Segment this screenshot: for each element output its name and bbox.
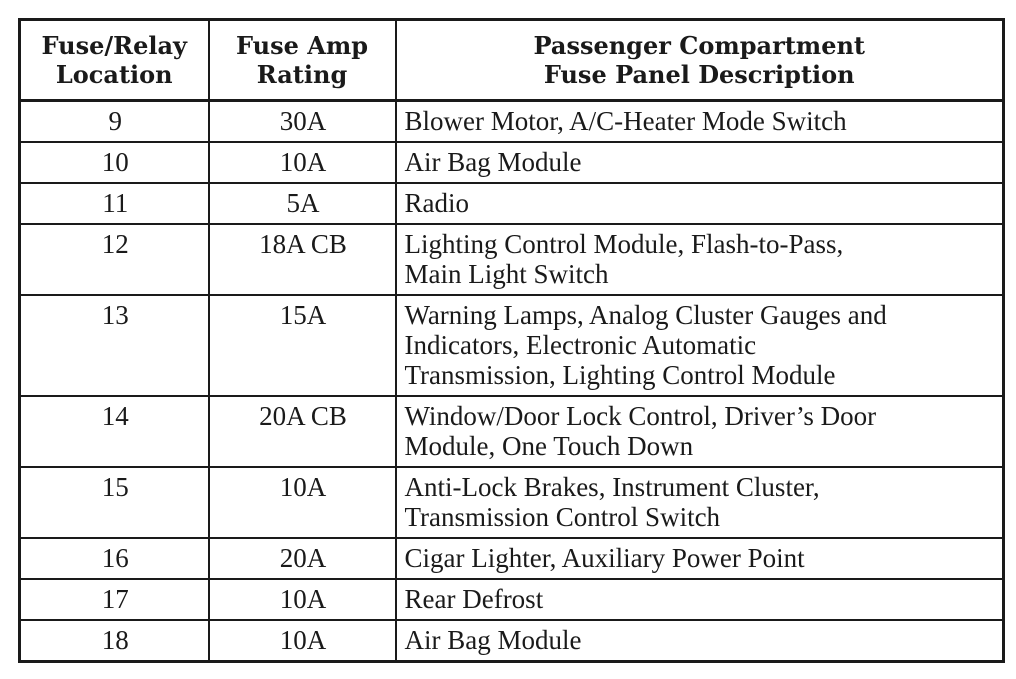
- fuse-rating-cell: 20A: [209, 538, 396, 579]
- header-line: Passenger Compartment: [533, 31, 865, 60]
- fuse-location-cell: 11: [20, 183, 209, 224]
- header-line: Fuse/Relay: [41, 31, 187, 60]
- fuse-rating-cell: 30A: [209, 101, 396, 143]
- description-line: Radio: [404, 188, 469, 218]
- table-row: [20, 183, 1004, 224]
- description-line: Air Bag Module: [404, 625, 582, 655]
- header-location: [20, 20, 209, 101]
- description-line: Lighting Control Module, Flash-to-Pass,: [404, 229, 844, 259]
- description-line: Air Bag Module: [404, 147, 582, 177]
- fuse-location-cell: 18: [20, 620, 209, 662]
- fuse-location-cell: 17: [20, 579, 209, 620]
- fuse-location-cell: 16: [20, 538, 209, 579]
- description-line: Rear Defrost: [404, 584, 544, 614]
- fuse-description-cell: [396, 295, 1004, 396]
- fuse-rating-cell: 10A: [209, 579, 396, 620]
- fuse-description-cell: [396, 101, 1004, 143]
- fuse-description-cell: [396, 579, 1004, 620]
- description-line: Anti-Lock Brakes, Instrument Cluster,: [404, 472, 820, 502]
- table-row: [20, 579, 1004, 620]
- table-row: [20, 101, 1004, 143]
- description-line: Warning Lamps, Analog Cluster Gauges and: [404, 300, 887, 330]
- table-row: [20, 142, 1004, 183]
- fuse-rating-cell: 5A: [209, 183, 396, 224]
- fuse-rating-cell: 15A: [209, 295, 396, 396]
- description-line: Module, One Touch Down: [404, 431, 694, 461]
- fuse-description-cell: [396, 467, 1004, 538]
- header-line: Location: [55, 60, 173, 89]
- fuse-description-cell: [396, 620, 1004, 662]
- description-line: Transmission Control Switch: [404, 502, 721, 532]
- description-line: Window/Door Lock Control, Driver’s Door: [404, 401, 877, 431]
- table-row: [20, 396, 1004, 467]
- description-line: Cigar Lighter, Auxiliary Power Point: [404, 543, 805, 573]
- fuse-rating-cell: 20A CB: [209, 396, 396, 467]
- fuse-rating-cell: 18A CB: [209, 224, 396, 295]
- fuse-location-cell: 13: [20, 295, 209, 396]
- fuse-description-cell: [396, 183, 1004, 224]
- table-header: [20, 20, 1004, 101]
- table-row: [20, 620, 1004, 662]
- fuse-location-cell: 12: [20, 224, 209, 295]
- fuse-location-cell: 14: [20, 396, 209, 467]
- table-row: [20, 295, 1004, 396]
- description-line: Indicators, Electronic Automatic: [404, 330, 757, 360]
- fuse-description-cell: [396, 396, 1004, 467]
- fuse-description-cell: [396, 538, 1004, 579]
- header-line: Fuse Amp: [236, 31, 368, 60]
- header-description: [396, 20, 1004, 101]
- header-line: Fuse Panel Description: [543, 60, 855, 89]
- fuse-panel-table: [18, 18, 1005, 663]
- fuse-rating-cell: 10A: [209, 142, 396, 183]
- description-line: Blower Motor, A/C-Heater Mode Switch: [404, 106, 847, 136]
- fuse-location-cell: 9: [20, 101, 209, 143]
- fuse-location-cell: 15: [20, 467, 209, 538]
- table-row: [20, 467, 1004, 538]
- description-line: Main Light Switch: [404, 259, 609, 289]
- fuse-rating-cell: 10A: [209, 620, 396, 662]
- header-row: [20, 20, 1004, 101]
- table-body: [20, 101, 1004, 662]
- fuse-rating-cell: 10A: [209, 467, 396, 538]
- fuse-description-cell: [396, 142, 1004, 183]
- fuse-location-cell: 10: [20, 142, 209, 183]
- header-line: Rating: [256, 60, 348, 89]
- header-rating: [209, 20, 396, 101]
- fuse-description-cell: [396, 224, 1004, 295]
- table-row: [20, 224, 1004, 295]
- table-row: [20, 538, 1004, 579]
- description-line: Transmission, Lighting Control Module: [404, 360, 836, 390]
